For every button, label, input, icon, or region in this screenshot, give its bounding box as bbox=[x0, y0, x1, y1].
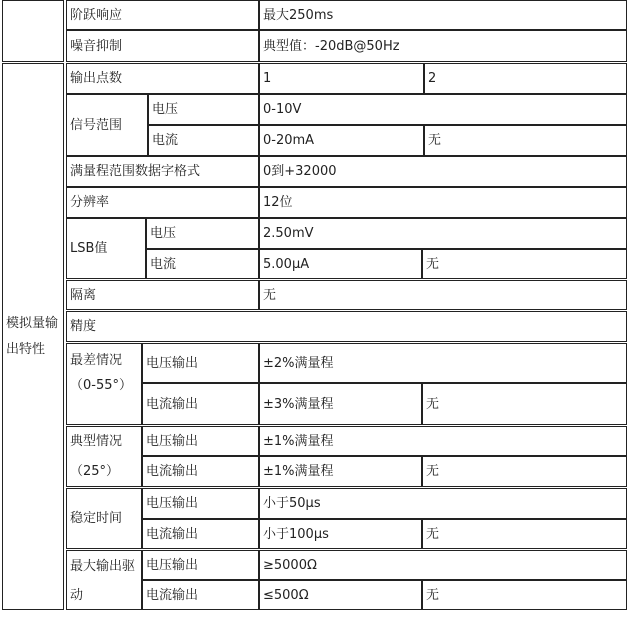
drive-label: 最大输出驱动 bbox=[66, 550, 142, 610]
noise-rejection-label: 噪音抑制 bbox=[66, 30, 259, 62]
worst-current-extra: 无 bbox=[422, 383, 627, 425]
signal-range-current-value: 0-20mA bbox=[259, 125, 424, 156]
isolation-value: 无 bbox=[259, 280, 627, 310]
signal-range-current-extra: 无 bbox=[424, 125, 627, 156]
lsb-label: LSB值 bbox=[66, 218, 146, 279]
section-label: 模拟量输出特性 bbox=[2, 63, 64, 610]
output-points-2: 2 bbox=[424, 63, 627, 94]
settle-voltage-value: 小于50μs bbox=[259, 488, 627, 519]
worst-voltage-label: 电压输出 bbox=[142, 343, 259, 383]
worst-current-value: ±3%满量程 bbox=[259, 383, 422, 425]
signal-range-label: 信号范围 bbox=[66, 94, 148, 156]
resolution-label: 分辨率 bbox=[66, 187, 259, 218]
accuracy-label: 精度 bbox=[66, 311, 627, 342]
drive-current-label: 电流输出 bbox=[142, 580, 259, 610]
full-scale-value: 0到+32000 bbox=[259, 156, 627, 187]
drive-current-value: ≤500Ω bbox=[259, 580, 422, 610]
worst-case-label: 最差情况（0-55°） bbox=[66, 343, 142, 425]
step-response-value: 最大250ms bbox=[259, 0, 627, 30]
worst-current-label: 电流输出 bbox=[142, 383, 259, 425]
lsb-current-extra: 无 bbox=[422, 249, 627, 279]
drive-voltage-label: 电压输出 bbox=[142, 550, 259, 580]
full-scale-label: 满量程范围数据字格式 bbox=[66, 156, 259, 187]
step-response-label: 阶跃响应 bbox=[66, 0, 259, 30]
typical-voltage-label: 电压输出 bbox=[142, 426, 259, 456]
typical-current-value: ±1%满量程 bbox=[259, 456, 422, 487]
settle-current-extra: 无 bbox=[422, 519, 627, 549]
typical-current-label: 电流输出 bbox=[142, 456, 259, 487]
typical-case-label: 典型情况（25°） bbox=[66, 426, 142, 487]
typical-voltage-value: ±1%满量程 bbox=[259, 426, 627, 456]
resolution-value: 12位 bbox=[259, 187, 627, 218]
lsb-current-label: 电流 bbox=[146, 249, 259, 279]
lsb-voltage-label: 电压 bbox=[146, 218, 259, 249]
drive-voltage-value: ≥5000Ω bbox=[259, 550, 627, 580]
lsb-current-value: 5.00μA bbox=[259, 249, 422, 279]
section-cell-blank bbox=[2, 0, 64, 62]
noise-rejection-value: 典型值：-20dB@50Hz bbox=[259, 30, 627, 62]
worst-voltage-value: ±2%满量程 bbox=[259, 343, 627, 383]
settle-current-value: 小于100μs bbox=[259, 519, 422, 549]
lsb-voltage-value: 2.50mV bbox=[259, 218, 627, 249]
signal-range-current-label: 电流 bbox=[148, 125, 259, 156]
signal-range-voltage-label: 电压 bbox=[148, 94, 259, 125]
output-points-label: 输出点数 bbox=[66, 63, 259, 94]
output-points-1: 1 bbox=[259, 63, 424, 94]
isolation-label: 隔离 bbox=[66, 280, 259, 310]
settle-label: 稳定时间 bbox=[66, 488, 142, 549]
settle-voltage-label: 电压输出 bbox=[142, 488, 259, 519]
settle-current-label: 电流输出 bbox=[142, 519, 259, 549]
typical-current-extra: 无 bbox=[422, 456, 627, 487]
signal-range-voltage-value: 0-10V bbox=[259, 94, 627, 125]
drive-current-extra: 无 bbox=[422, 580, 627, 610]
